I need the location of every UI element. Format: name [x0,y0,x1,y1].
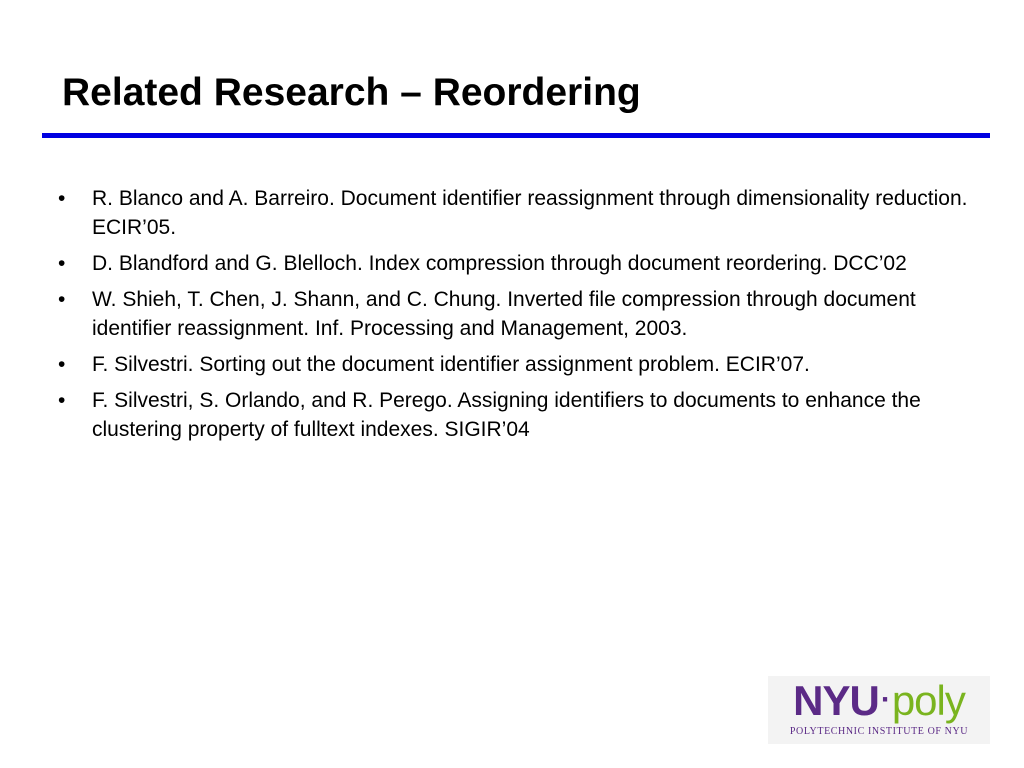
logo-wordmark [768,678,990,723]
slide-title: Related Research – Reordering [62,71,641,114]
bullet-icon: • [58,353,66,376]
nyu-poly-logo [768,676,990,744]
reference-text: F. Silvestri. Sorting out the document identifier assignment problem. ECIR’07. [92,353,810,376]
reference-text: D. Blandford and G. Blelloch. Index compression through document reordering. DCC’02 [92,252,907,275]
logo-nyu-text: NYU [793,677,879,724]
reference-item [58,184,998,242]
bullet-icon: • [58,252,66,275]
reference-list [58,184,998,451]
logo-poly-text: poly [891,677,965,724]
logo-separator: · [880,683,890,716]
bullet-icon: • [58,187,66,210]
reference-text: F. Silvestri, S. Orlando, and R. Perego. Assigning identifiers to documents to enhance the clustering property of fulltext indexes. SIGIR’04 [92,389,921,441]
reference-item [58,386,998,444]
logo-caption: POLYTECHNIC INSTITUTE OF NYU [789,726,969,737]
reference-text: R. Blanco and A. Barreiro. Document identifier reassignment through dimensionality reduction. ECIR’05. [92,187,968,239]
reference-item [58,350,998,379]
reference-item [58,285,998,343]
reference-text: W. Shieh, T. Chen, J. Shann, and C. Chung. Inverted file compression through document identifier reassignment. Inf. Processing and Management, 2003. [92,288,916,340]
title-divider [42,133,990,138]
reference-item [58,249,998,278]
bullet-icon: • [58,288,66,311]
bullet-icon: • [58,389,66,412]
